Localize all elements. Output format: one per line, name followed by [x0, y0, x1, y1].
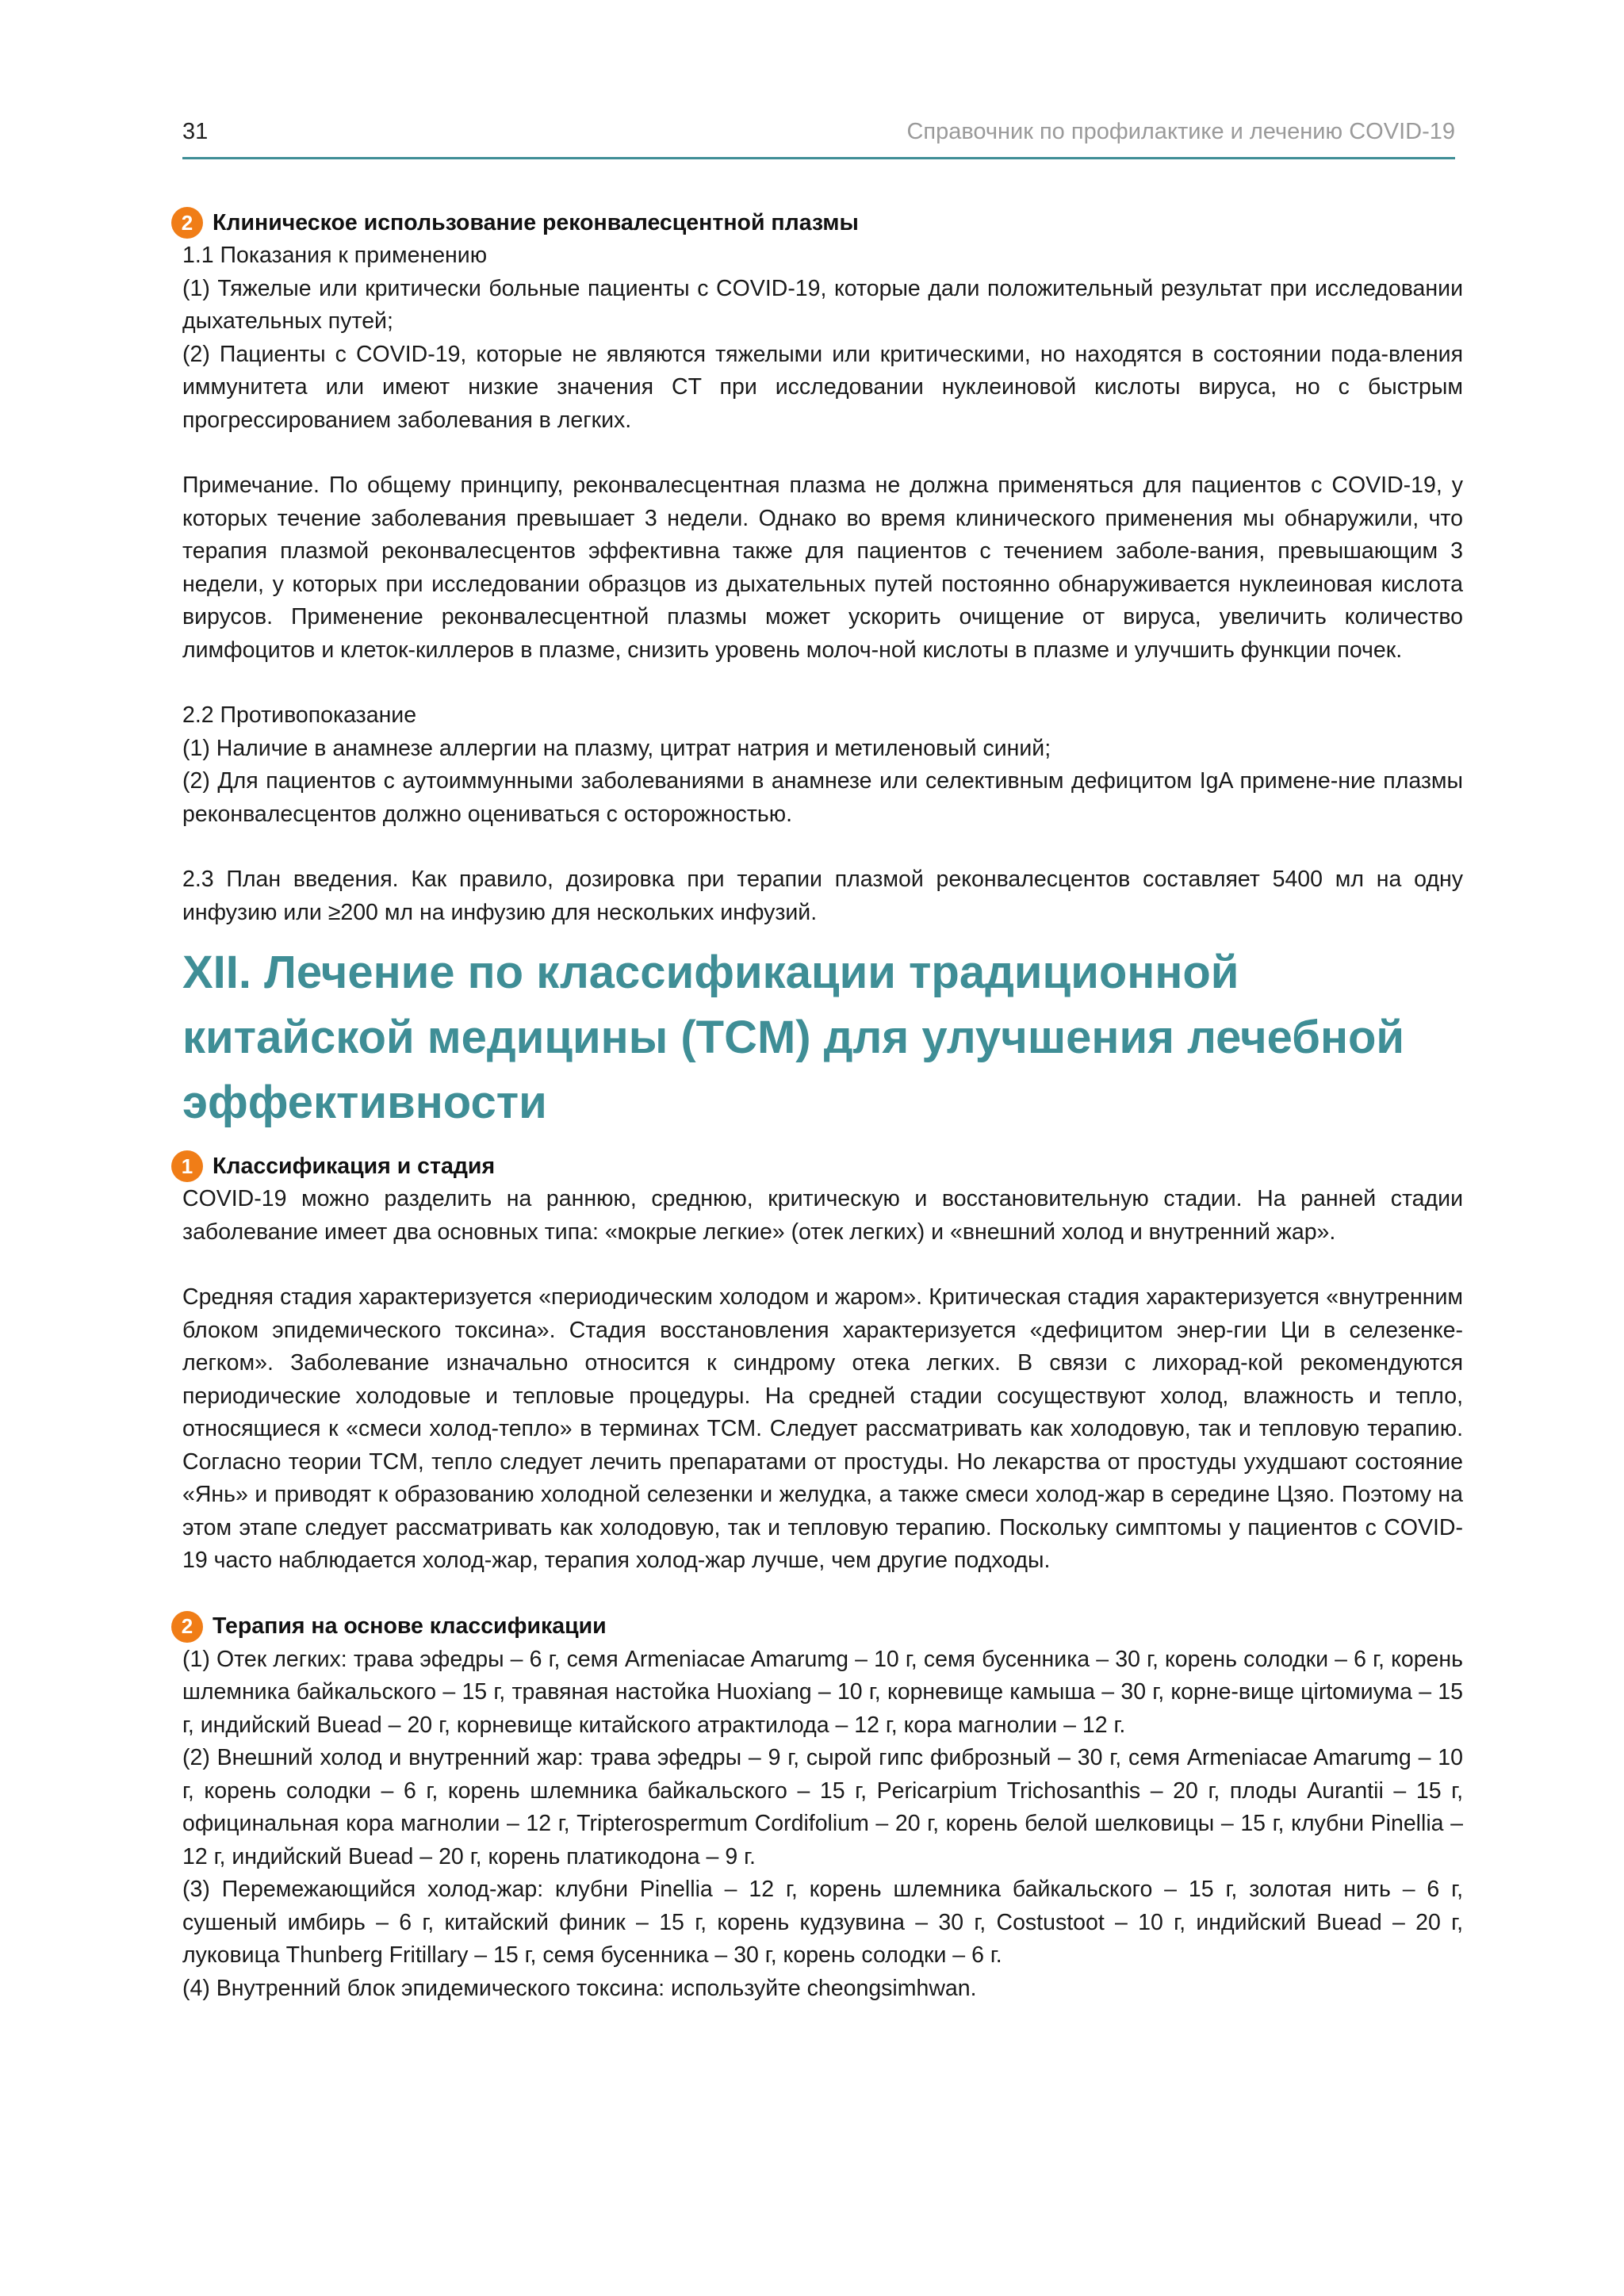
number-badge: 2	[171, 207, 203, 239]
number-badge: 1	[171, 1150, 203, 1182]
subsection-heading: Классификация и стадия	[213, 1153, 496, 1179]
indication-2: (2) Пациенты с COVID-19, которые не являются тяжелыми или критическими, но находятся в состоянии пода-вления иммунитета или имеют низкие значения CT при исследовании нуклеиновой кислоты вируса, но с быстрым прогрессированием заболевания в легких.	[182, 341, 1463, 433]
classification-paragraph-1: COVID-19 можно разделить на раннюю, среднюю, критическую и восстановительную стадии. На ранней стадии заболевание имеет два основных типа: «мокрые легкие» (отек легких) и «внешний холод и внутренний жар».	[182, 1186, 1463, 1245]
indication-1: (1) Тяжелые или критически больные пациенты с COVID-19, которые дали положительный результат при исследовании дыхательных путей;	[182, 275, 1463, 334]
administration-plan: 2.3 План введения. Как правило, дозировка при терапии плазмой реконвалесцентов составляет 5400 мл на одну инфузию или ≥200 мл на инфузию для нескольких инфузий.	[182, 867, 1463, 925]
contraindication-1: (1) Наличие в анамнезе аллергии на плазму, цитрат натрия и метиленовый синий;	[182, 735, 1051, 761]
subsection-heading: Терапия на основе классификации	[213, 1613, 607, 1639]
therapy-item-1: (1) Отек легких: трава эфедры – 6 г, семя Armeniacae Amarumg – 10 г, семя бусенника – 30 г, корень солодки – 6 г, корень шлемника байкальского – 15 г, травяная настойка Huoxiang – 10 г, корневище камыша – 30 г, корне-вище цirtомиума – 15 г, индийский Buead – 20 г, корневище китайского атрактилода – 12 г, кора магнолии – 12 г.	[182, 1646, 1463, 1738]
number-badge: 2	[171, 1611, 203, 1643]
page-number: 31	[182, 119, 209, 144]
page-content	[182, 206, 1463, 2005]
classification-heading	[171, 1150, 1463, 1183]
indications-title: 1.1 Показания к применению	[182, 243, 488, 268]
classification-paragraph-2: Средняя стадия характеризуется «периодическим холодом и жаром». Критическая стадия характеризуется «внутренним блоком эпидемического токсина». Стадия восстановления характеризуется «дефицитом энер-гии Ци в селезенке-легком». Заболевание изначально относится к синдрому отека легких. В связи с лихорад-кой рекомендуются периодические холодовые и тепловые процедуры. На средней стадии сосуществуют холод, влажность и тепло, относящиеся к «смеси холод-тепло» в терминах TCM. Следует рассматривать как холодовую, так и тепловую терапию. Согласно теории TCM, тепло следует лечить препаратами от простуды. Но лекарства от простуды ухудшают состояние «Янь» и приводят к образованию холодной селезенки и желудка, а также смеси холод-жар в середине Цзяо. Поэтому на этом этапе следует рассматривать как холодовую, так и тепловую терапию. Поскольку симптомы у пациентов с COVID-19 часто наблюдается холод-жар, терапия холод-жар лучше, чем другие подходы.	[182, 1284, 1463, 1573]
therapy-item-3: (3) Перемежающийся холод-жар: клубни Pinellia – 12 г, корень шлемника байкальского – 15 г, золотая нить – 6 г, сушеный имбирь – 6 г, китайский финик – 15 г, корень кудзувина – 30 г, Costustoot – 10 г, индийский Buead – 20 г, луковица Thunberg Fritillary – 15 г, семя бусенника – 30 г, корень солодки – 6 г.	[182, 1877, 1463, 1968]
running-title: Справочник по профилактике и лечению COVID-19	[906, 119, 1455, 144]
subsection-heading: Клиническое использование реконвалесцентной плазмы	[213, 209, 859, 235]
contraindications-title: 2.2 Противопоказание	[182, 702, 417, 728]
contraindication-2: (2) Для пациентов с аутоиммунными заболеваниями в анамнезе или селективным дефицитом IgA примене-ние плазмы реконвалесцентов должно оцениваться с осторожностью.	[182, 768, 1463, 827]
therapy-item-2: (2) Внешний холод и внутренний жар: трава эфедры – 9 г, сырой гипс фиброзный – 30 г, семя Armeniacae Amarumg – 10 г, корень солодки – 6 г, корень шлемника байкальского – 15 г, Pericarpium Trichosanthis – 20 г, плоды Aurantii – 15 г, официнальная кора магнолии – 12 г, Tripterospermum Cordifolium – 20 г, корень белой шелковицы – 15 г, клубни Pinellia – 12 г, индийский Buead – 20 г, корень платикодона – 9 г.	[182, 1745, 1463, 1869]
plasma-heading	[171, 206, 1463, 239]
plasma-note: Примечание. По общему принципу, реконвалесцентная плазма не должна применяться для пациентов с COVID-19, у которых течение заболевания превышает 3 недели. Однако во время клинического применения мы обнаружили, что терапия плазмой реконвалесцентов эффективна также для пациентов с течением заболе-вания, превышающим 3 недели, у которых при исследовании образцов из дыхательных путей постоянно обнаруживается нуклеиновая кислота вирусов. Применение реконвалесцентной плазмы может ускорить очищение от вируса, увеличить количество лимфоцитов и клеток-киллеров в плазме, снизить уровень молоч-ной кислоты в плазме и улучшить функции почек.	[182, 473, 1463, 663]
section-title: XII. Лечение по классификации традиционной китайской медицины (TCM) для улучшения лечебной эффективности	[182, 947, 1405, 1128]
therapy-item-4: (4) Внутренний блок эпидемического токсина: используйте cheongsimhwan.	[182, 1975, 977, 2001]
therapy-heading	[171, 1610, 1463, 1644]
page-header	[182, 119, 1455, 159]
